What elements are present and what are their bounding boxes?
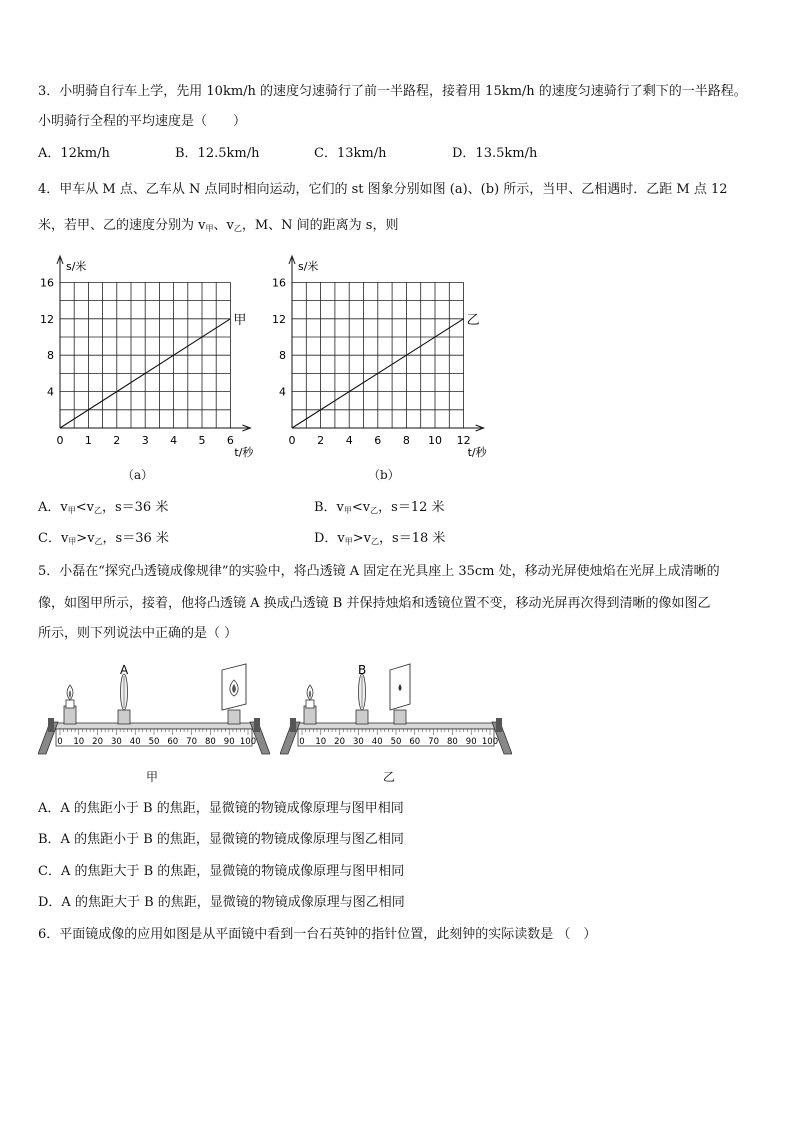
q4-line2-post: ，M、N 间的距离为 s，则 xyxy=(241,218,399,233)
y-tick-label: 4 xyxy=(47,385,54,399)
candle-icon xyxy=(64,685,76,724)
scale-label: 20 xyxy=(92,737,104,747)
scale-label: 100 xyxy=(239,737,257,747)
screen-icon xyxy=(222,664,246,724)
x-tick-label: 12 xyxy=(456,434,471,447)
q4-option-c: C．$v_甲>v_乙$，s＝36 米 xyxy=(38,531,169,546)
q5-option-d: D．A 的焦距大于 B 的焦距，显微镜的物镜成像原理与图乙相同 xyxy=(38,895,405,910)
bench-left-clamp xyxy=(290,718,296,732)
bench-rail xyxy=(52,723,256,729)
chart-b xyxy=(262,250,502,465)
x-tick-label: 8 xyxy=(402,434,410,447)
y-tick-label: 4 xyxy=(279,385,286,399)
scale-label: 30 xyxy=(110,737,122,747)
x-tick-label: 1 xyxy=(84,434,92,447)
x-tick-label: 6 xyxy=(226,434,234,447)
q5-option-a: A．A 的焦距小于 B 的焦距，显微镜的物镜成像原理与图甲相同 xyxy=(38,801,404,816)
q4-line2-pre: 米，若甲、乙的速度分别为 v xyxy=(38,218,206,233)
scale-label: 80 xyxy=(204,737,216,747)
q3-option-a: A．12km/h xyxy=(38,146,110,161)
y-axis-label: s/米 xyxy=(66,260,87,273)
q3-option-c: C．13km/h xyxy=(314,146,387,161)
scale-label: 70 xyxy=(428,737,440,747)
q5-line2: 像，如图甲所示，接着，他将凸透镜 A 换成凸透镜 B 并保持烛焰和透镜位置不变，移动光屏再次得到清晰的像如图乙 xyxy=(38,596,711,611)
chart-a-caption: （a） xyxy=(122,468,154,482)
optical-bench-yi xyxy=(280,660,512,760)
optical-bench-jia xyxy=(38,660,270,760)
q4-sub-jia: 甲 xyxy=(205,224,214,233)
lens-a-label: A xyxy=(120,663,129,677)
y-tick-label: 8 xyxy=(279,349,286,363)
x-tick-label: 0 xyxy=(288,434,296,447)
x-axis-label: t/秒 xyxy=(467,446,487,459)
scale-label: 90 xyxy=(465,737,477,747)
lens-b-icon xyxy=(356,674,368,724)
y-tick-label: 12 xyxy=(40,312,54,326)
x-tick-label: 6 xyxy=(374,434,382,447)
x-tick-label: 0 xyxy=(56,434,64,447)
chart-a xyxy=(30,250,260,465)
x-tick-label: 3 xyxy=(141,434,149,447)
y-axis-label: s/米 xyxy=(298,260,319,273)
scale-label: 80 xyxy=(446,737,458,747)
scale-label: 0 xyxy=(299,737,305,747)
scale-label: 50 xyxy=(148,737,160,747)
q5-option-c: C．A 的焦距大于 B 的焦距，显微镜的物镜成像原理与图甲相同 xyxy=(38,864,405,879)
q5-option-b: B．A 的焦距小于 B 的焦距，显微镜的物镜成像原理与图乙相同 xyxy=(38,832,404,847)
q5-line1: 5．小磊在“探究凸透镜成像规律”的实验中，将凸透镜 A 固定在光具座上 35cm 处，移动光屏使烛焰在光屏上成清晰的 xyxy=(38,564,720,579)
y-tick-label: 8 xyxy=(47,349,54,363)
lens-b-label: B xyxy=(358,663,367,677)
candle-icon xyxy=(304,685,316,724)
scale-label: 60 xyxy=(167,737,179,747)
series-label: 乙 xyxy=(466,312,480,328)
series-label: 甲 xyxy=(233,312,247,328)
x-tick-label: 5 xyxy=(198,434,206,447)
scale-label: 40 xyxy=(129,737,141,747)
q4-option-a: A．$v_甲<v_乙$，s＝36 米 xyxy=(38,500,169,515)
x-axis-label: t/秒 xyxy=(234,446,254,459)
scale-label: 70 xyxy=(186,737,198,747)
y-tick-label: 16 xyxy=(40,276,54,290)
scale-label: 60 xyxy=(409,737,421,747)
q5-line3: 所示，则下列说法中正确的是（ ） xyxy=(38,626,238,641)
q4-option-b: B．$v_甲<v_乙$，s＝12 米 xyxy=(314,500,445,515)
scale-label: 10 xyxy=(73,737,85,747)
scale-label: 30 xyxy=(352,737,364,747)
bench-jia-caption: 甲 xyxy=(146,770,159,784)
bench-yi-caption: 乙 xyxy=(383,770,396,784)
q4-line1: 4．甲车从 M 点、乙车从 N 点同时相向运动，它们的 st 图象分别如图 (a)、(b) 所示，当甲、乙相遇时．乙距 M 点 12 xyxy=(38,182,728,197)
x-tick-label: 10 xyxy=(428,434,442,447)
lens-a-icon xyxy=(118,674,130,724)
q4-line2 xyxy=(38,218,398,237)
q3-option-d: D．13.5km/h xyxy=(452,146,538,161)
q3-line1: 3．小明骑自行车上学，先用 10km/h 的速度匀速骑行了前一半路程，接着用 15km/h 的速度匀速骑行了剩下的一半路程。 xyxy=(38,84,747,99)
x-tick-label: 2 xyxy=(113,434,121,447)
scale-label: 0 xyxy=(57,737,63,747)
q4-option-d: D．$v_甲>v_乙$，s＝18 米 xyxy=(314,531,446,546)
chart-b-caption: （b） xyxy=(368,468,400,482)
y-tick-label: 16 xyxy=(272,276,286,290)
scale-label: 20 xyxy=(334,737,346,747)
scale-label: 90 xyxy=(223,737,235,747)
y-tick-label: 12 xyxy=(272,312,286,326)
bench-right-clamp xyxy=(496,718,502,732)
scale-label: 10 xyxy=(315,737,327,747)
scale-label: 100 xyxy=(481,737,499,747)
q3-line2: 小明骑行全程的平均速度是（ ） xyxy=(38,114,247,129)
scale-label: 50 xyxy=(390,737,402,747)
screen-icon xyxy=(390,664,410,724)
x-tick-label: 2 xyxy=(317,434,325,447)
scale-label: 40 xyxy=(371,737,383,747)
q3-option-b: B．12.5km/h xyxy=(175,146,260,161)
bench-left-clamp xyxy=(48,718,54,732)
x-tick-label: 4 xyxy=(345,434,353,447)
q4-sub-yi: 乙 xyxy=(233,224,242,233)
q6-line1: 6．平面镜成像的应用如图是从平面镜中看到一台石英钟的指针位置，此刻钟的实际读数是 （ ） xyxy=(38,927,597,942)
q4-line2-mid: 、v xyxy=(213,218,234,233)
bench-right-clamp xyxy=(254,718,260,732)
x-tick-label: 4 xyxy=(170,434,178,447)
